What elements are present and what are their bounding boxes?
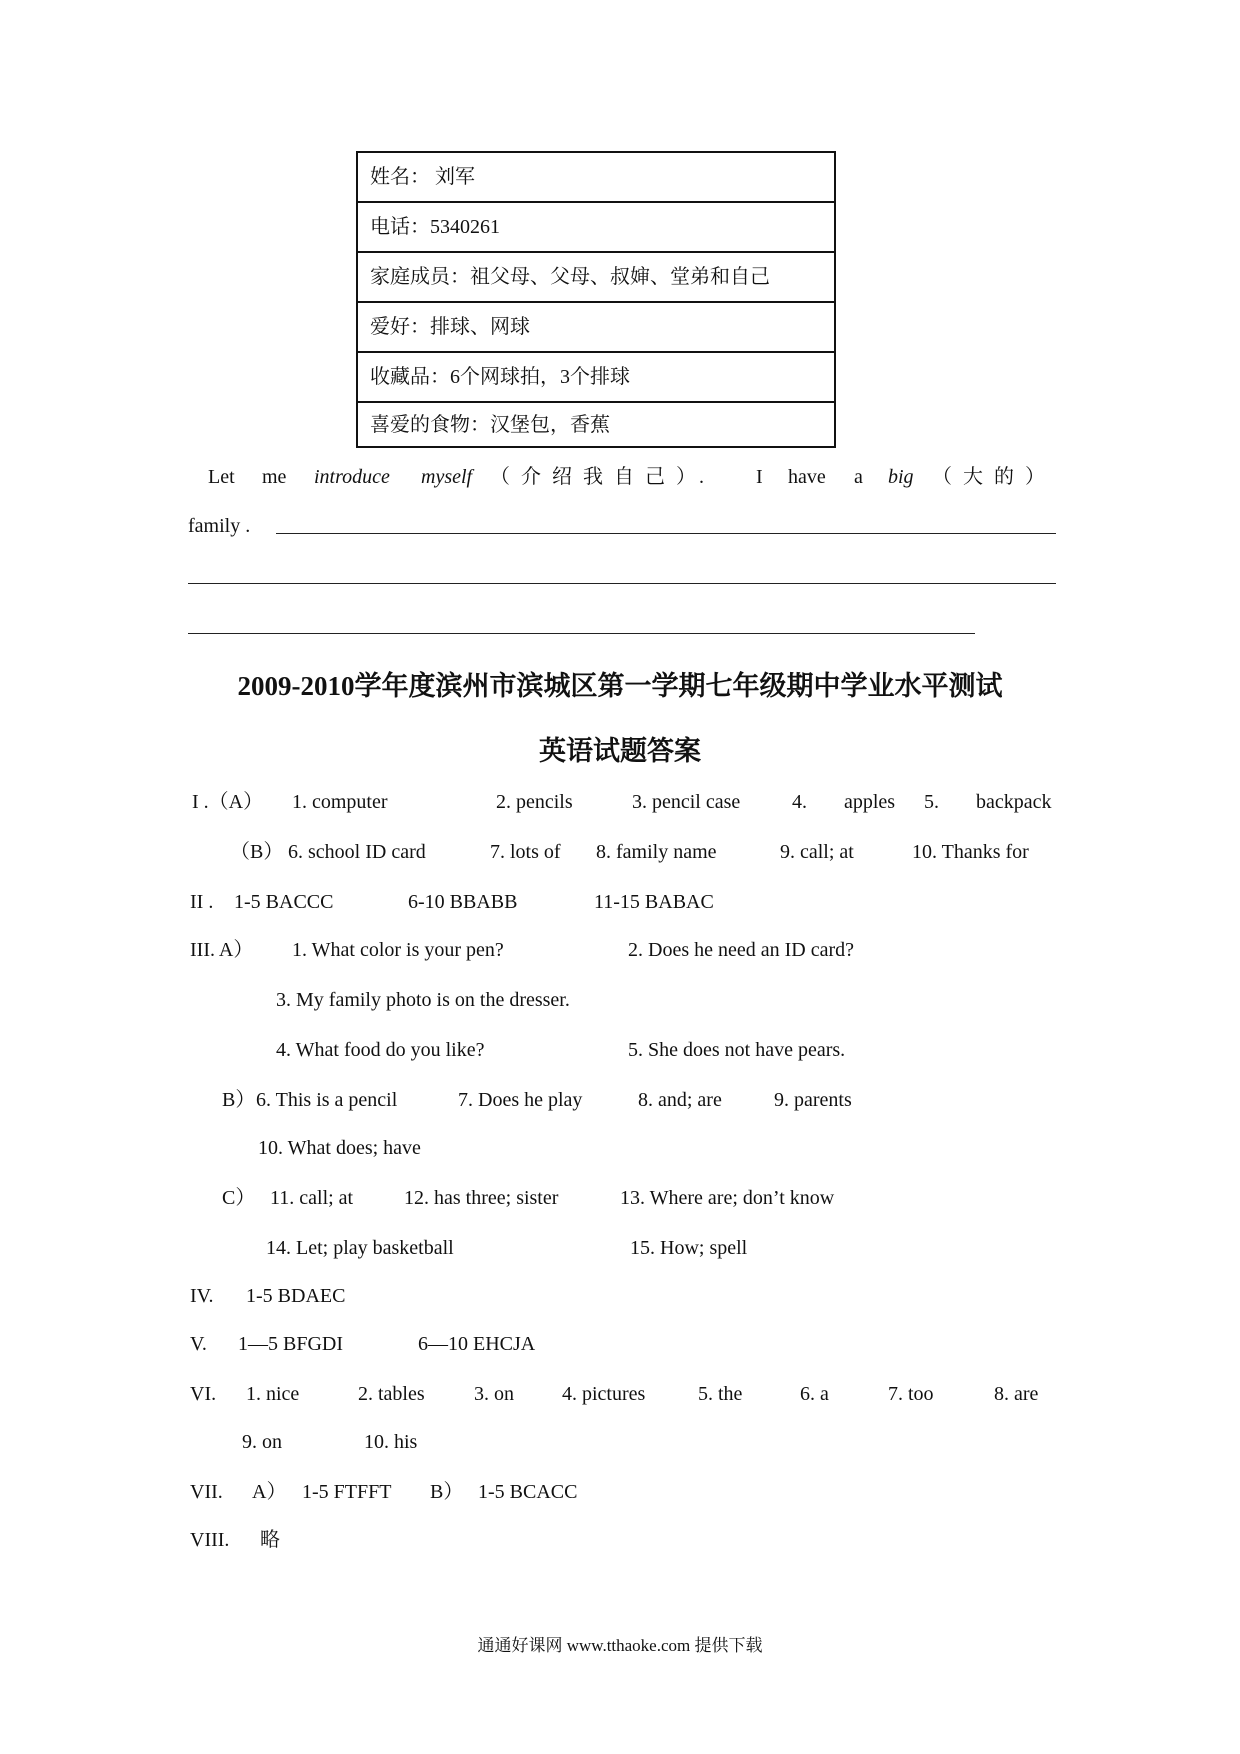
- prompt-word: I: [756, 466, 763, 488]
- answer-item: 8. and; are: [638, 1089, 722, 1111]
- prompt-word: introduce: [314, 466, 390, 488]
- answer-item: 14. Let; play basketball: [266, 1237, 454, 1259]
- answer-item: 3. pencil case: [632, 791, 741, 813]
- answer-item: 1. nice: [246, 1383, 300, 1405]
- card-row-food: 喜爱的食物：汉堡包，香蕉: [370, 414, 610, 436]
- answer-item: 12. has three; sister: [404, 1187, 559, 1209]
- answer-item: 5. the: [698, 1383, 743, 1405]
- answer-item: 7. lots of: [490, 841, 561, 863]
- answer-item: backpack: [976, 791, 1052, 813]
- card-row-family: 家庭成员：祖父母、父母、叔婶、堂弟和自己: [358, 253, 834, 303]
- answer-item: 2. Does he need an ID card?: [628, 939, 855, 961]
- card-row-name: 姓名： 刘军: [358, 153, 834, 203]
- answer-item: 10. his: [364, 1431, 418, 1453]
- answer-item: 2. pencils: [496, 791, 573, 813]
- card-row-collection: 收藏品：6个网球拍，3个排球: [358, 353, 834, 403]
- section-label: II .: [190, 891, 214, 913]
- answer-item: 5.: [924, 791, 939, 813]
- section-label: （B）: [230, 841, 284, 863]
- section-label: VII.: [190, 1481, 223, 1503]
- answer-item: 1. What color is your pen?: [292, 939, 504, 961]
- prompt-word: big: [888, 466, 914, 488]
- section-label: III. A）: [190, 939, 254, 961]
- answer-item: 10. Thanks for: [912, 841, 1029, 863]
- section-label: VIII.: [190, 1529, 230, 1551]
- section-label: IV.: [190, 1285, 214, 1307]
- answer-item: 11. call; at: [270, 1187, 354, 1209]
- answer-item: 9. parents: [774, 1089, 852, 1111]
- answer-item: 15. How; spell: [630, 1237, 748, 1259]
- answer-item: 7. too: [888, 1383, 934, 1405]
- answer-item: 1. computer: [292, 791, 388, 813]
- answer-item: 9. call; at: [780, 841, 854, 863]
- answer-item: 1-5 BDAEC: [246, 1285, 346, 1307]
- answer-line: [188, 583, 1056, 584]
- answer-item: 4. pictures: [562, 1383, 646, 1405]
- card-row-phone: 电话：5340261: [358, 203, 834, 253]
- answer-item: 6-10 BBABB: [408, 891, 518, 913]
- section-label: C）: [222, 1187, 256, 1209]
- section-label: VI.: [190, 1383, 217, 1405]
- answer-item: A）: [252, 1481, 287, 1503]
- prompt-word: me: [262, 466, 287, 488]
- answer-item: 4.: [792, 791, 807, 813]
- answer-item: 10. What does; have: [258, 1137, 421, 1159]
- answer-item: 3. My family photo is on the dresser.: [276, 989, 570, 1011]
- answer-item: 8. family name: [596, 841, 717, 863]
- answer-line: [188, 633, 975, 634]
- answer-item: apples: [844, 791, 896, 813]
- prompt-word: （ 介 绍 我 自 己 ）.: [490, 466, 707, 488]
- prompt-word: myself: [421, 466, 473, 488]
- section-label: V.: [190, 1333, 207, 1355]
- prompt-word: （ 大 的 ）: [932, 466, 1048, 488]
- section-label: I .（A）: [192, 791, 264, 813]
- answer-item: 1—5 BFGDI: [238, 1333, 344, 1355]
- answer-item: 13. Where are; don’t know: [620, 1187, 835, 1209]
- answer-subtitle: 英语试题答案: [539, 736, 701, 766]
- answer-item: 5. She does not have pears.: [628, 1039, 846, 1061]
- answer-item: 8. are: [994, 1383, 1039, 1405]
- answer-item: 2. tables: [358, 1383, 425, 1405]
- answer-item: 6. school ID card: [288, 841, 426, 863]
- card-row-hobbies: 爱好：排球、网球: [358, 303, 834, 353]
- answer-item: 4. What food do you like?: [276, 1039, 485, 1061]
- answer-item: 9. on: [242, 1431, 282, 1453]
- footer-credit: 通通好课网 www.tthaoke.com 提供下载: [477, 1636, 763, 1655]
- answer-item: 6. a: [800, 1383, 829, 1405]
- info-card: [356, 151, 836, 448]
- answer-item: 3. on: [474, 1383, 514, 1405]
- answer-item: 1-5 BACCC: [234, 891, 334, 913]
- answer-item: 1-5 FTFFT: [302, 1481, 392, 1503]
- section-label: B）: [222, 1089, 256, 1111]
- answer-item: 6—10 EHCJA: [418, 1333, 536, 1355]
- prompt-word: Let: [208, 466, 235, 488]
- prompt-word: a: [854, 466, 863, 488]
- answer-item: 1-5 BCACC: [478, 1481, 578, 1503]
- prompt-word: family .: [188, 515, 251, 537]
- answer-item: B）: [430, 1481, 464, 1503]
- answer-item: 11-15 BABAC: [594, 891, 714, 913]
- answer-item: 6. This is a pencil: [256, 1089, 398, 1111]
- answer-title: 2009-2010学年度滨州市滨城区第一学期七年级期中学业水平测试: [237, 671, 1003, 701]
- prompt-word: have: [788, 466, 826, 488]
- answer-item: 7. Does he play: [458, 1089, 583, 1111]
- answer-item: 略: [260, 1529, 280, 1551]
- answer-line: [276, 533, 1056, 534]
